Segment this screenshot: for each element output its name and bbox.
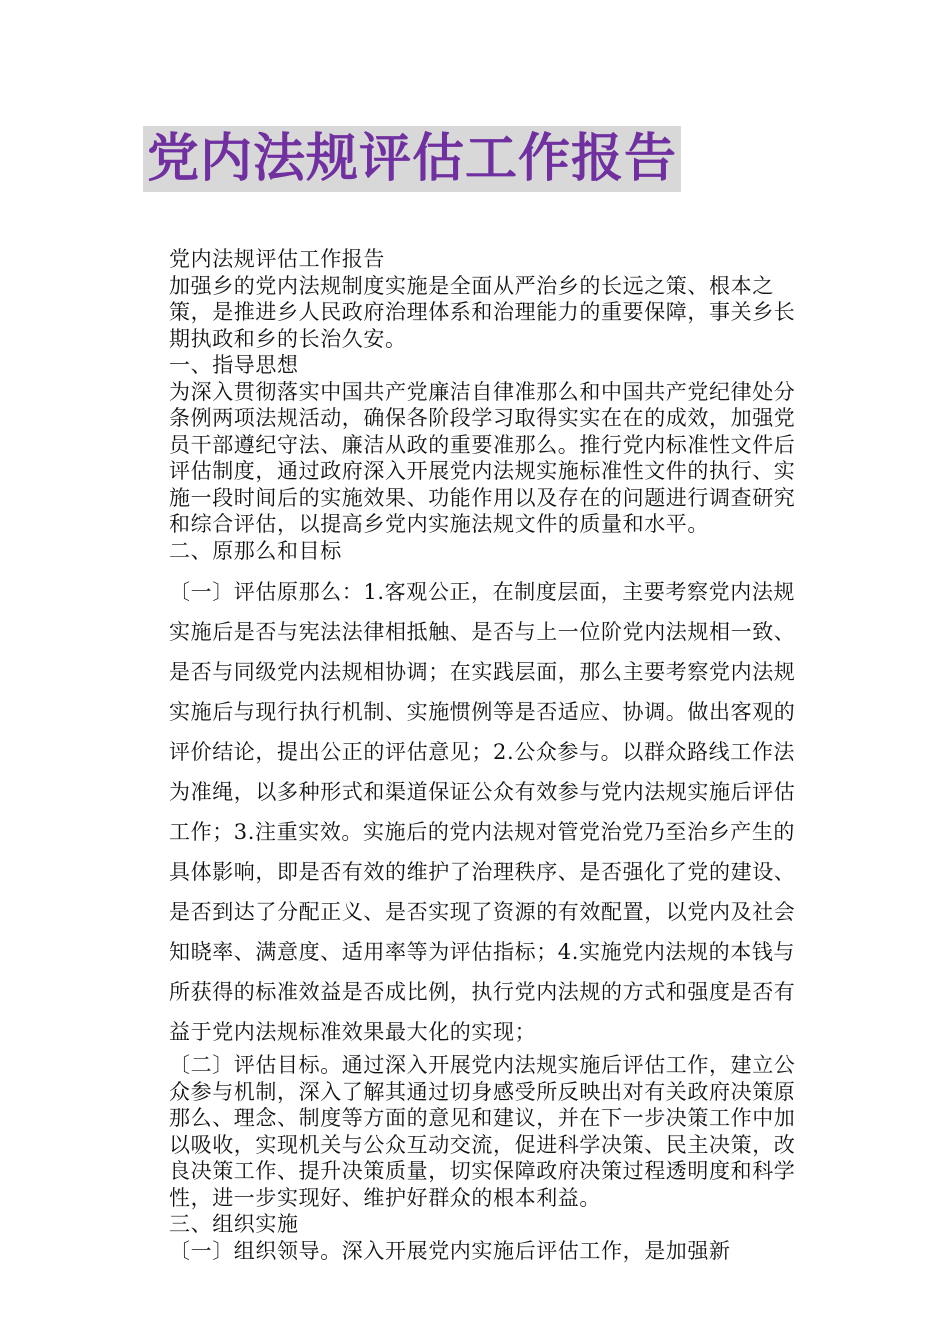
heading-guiding-ideology: 一、指导思想 [169, 353, 299, 377]
paragraph-organization-leadership: 〔一〕组织领导。深入开展党内实施后评估工作，是加强新 [169, 1238, 731, 1263]
document-title: 党内法规评估工作报告 [143, 126, 681, 192]
paragraph-evaluation-goals: 〔二〕评估目标。通过深入开展党内法规实施后评估工作，建立公众参与机制，深入了解其通过切身感受所反映出对有关政府决策原那么、理念、制度等方面的意见和建议，并在下一步决策工作中加以吸收，实现机关与公众互动交流，促进科学决策、民主决策，改良决策工作、提升决策质量，切实保障政府决策过程透明度和科学性，进一步实现好、维护好群众的根本利益。 [169, 1053, 796, 1210]
paragraph-intro: 加强乡的党内法规制度实施是全面从严治乡的长远之策、根本之策，是推进乡人民政府治理体系和治理能力的重要保障，事关乡长期执政和乡的长治久安。 [169, 273, 796, 351]
paragraph-subtitle: 党内法规评估工作报告 [169, 247, 385, 271]
document-body [143, 246, 813, 1264]
heading-organization: 三、组织实施 [169, 1212, 299, 1236]
paragraph-guiding-ideology: 为深入贯彻落实中国共产党廉洁自律准那么和中国共产党纪律处分条例两项法规活动，确保各阶段学习取得实实在在的成效，加强党员干部遵纪守法、廉洁从政的重要准那么。推行党内标准性文件后评估制度，通过政府深入开展党内法规实施标准性文件的执行、实施一段时间后的实施效果、功能作用以及存在的问题进行调查研究和综合评估，以提高乡党内实施法规文件的质量和水平。 [169, 379, 796, 536]
heading-principles-goals: 二、原那么和目标 [169, 538, 342, 563]
paragraph-evaluation-principles: 〔一〕评估原那么：1.客观公正，在制度层面，主要考察党内法规实施后是否与宪法法律相抵触、是否与上一位阶党内法规相一致、是否与同级党内法规相协调；在实践层面，那么主要考察党内法规实施后与现行执行机制、实施惯例等是否适应、协调。做出客观的评价结论，提出公正的评估意见；2.公众参与。以群众路线工作法为准绳，以多种形式和渠道保证公众有效参与党内法规实施后评估工作；3.注重实效。实施后的党内法规对管党治党乃至治乡产生的具体影响，即是否有效的维护了治理秩序、是否强化了党的建设、是否到达了分配正义、是否实现了资源的有效配置，以党内及社会知晓率、满意度、适用率等为评估指标；4.实施党内法规的本钱与所获得的标准效益是否成比例，执行党内法规的方式和强度是否有益于党内法规标准效果最大化的实现； [169, 580, 796, 1044]
